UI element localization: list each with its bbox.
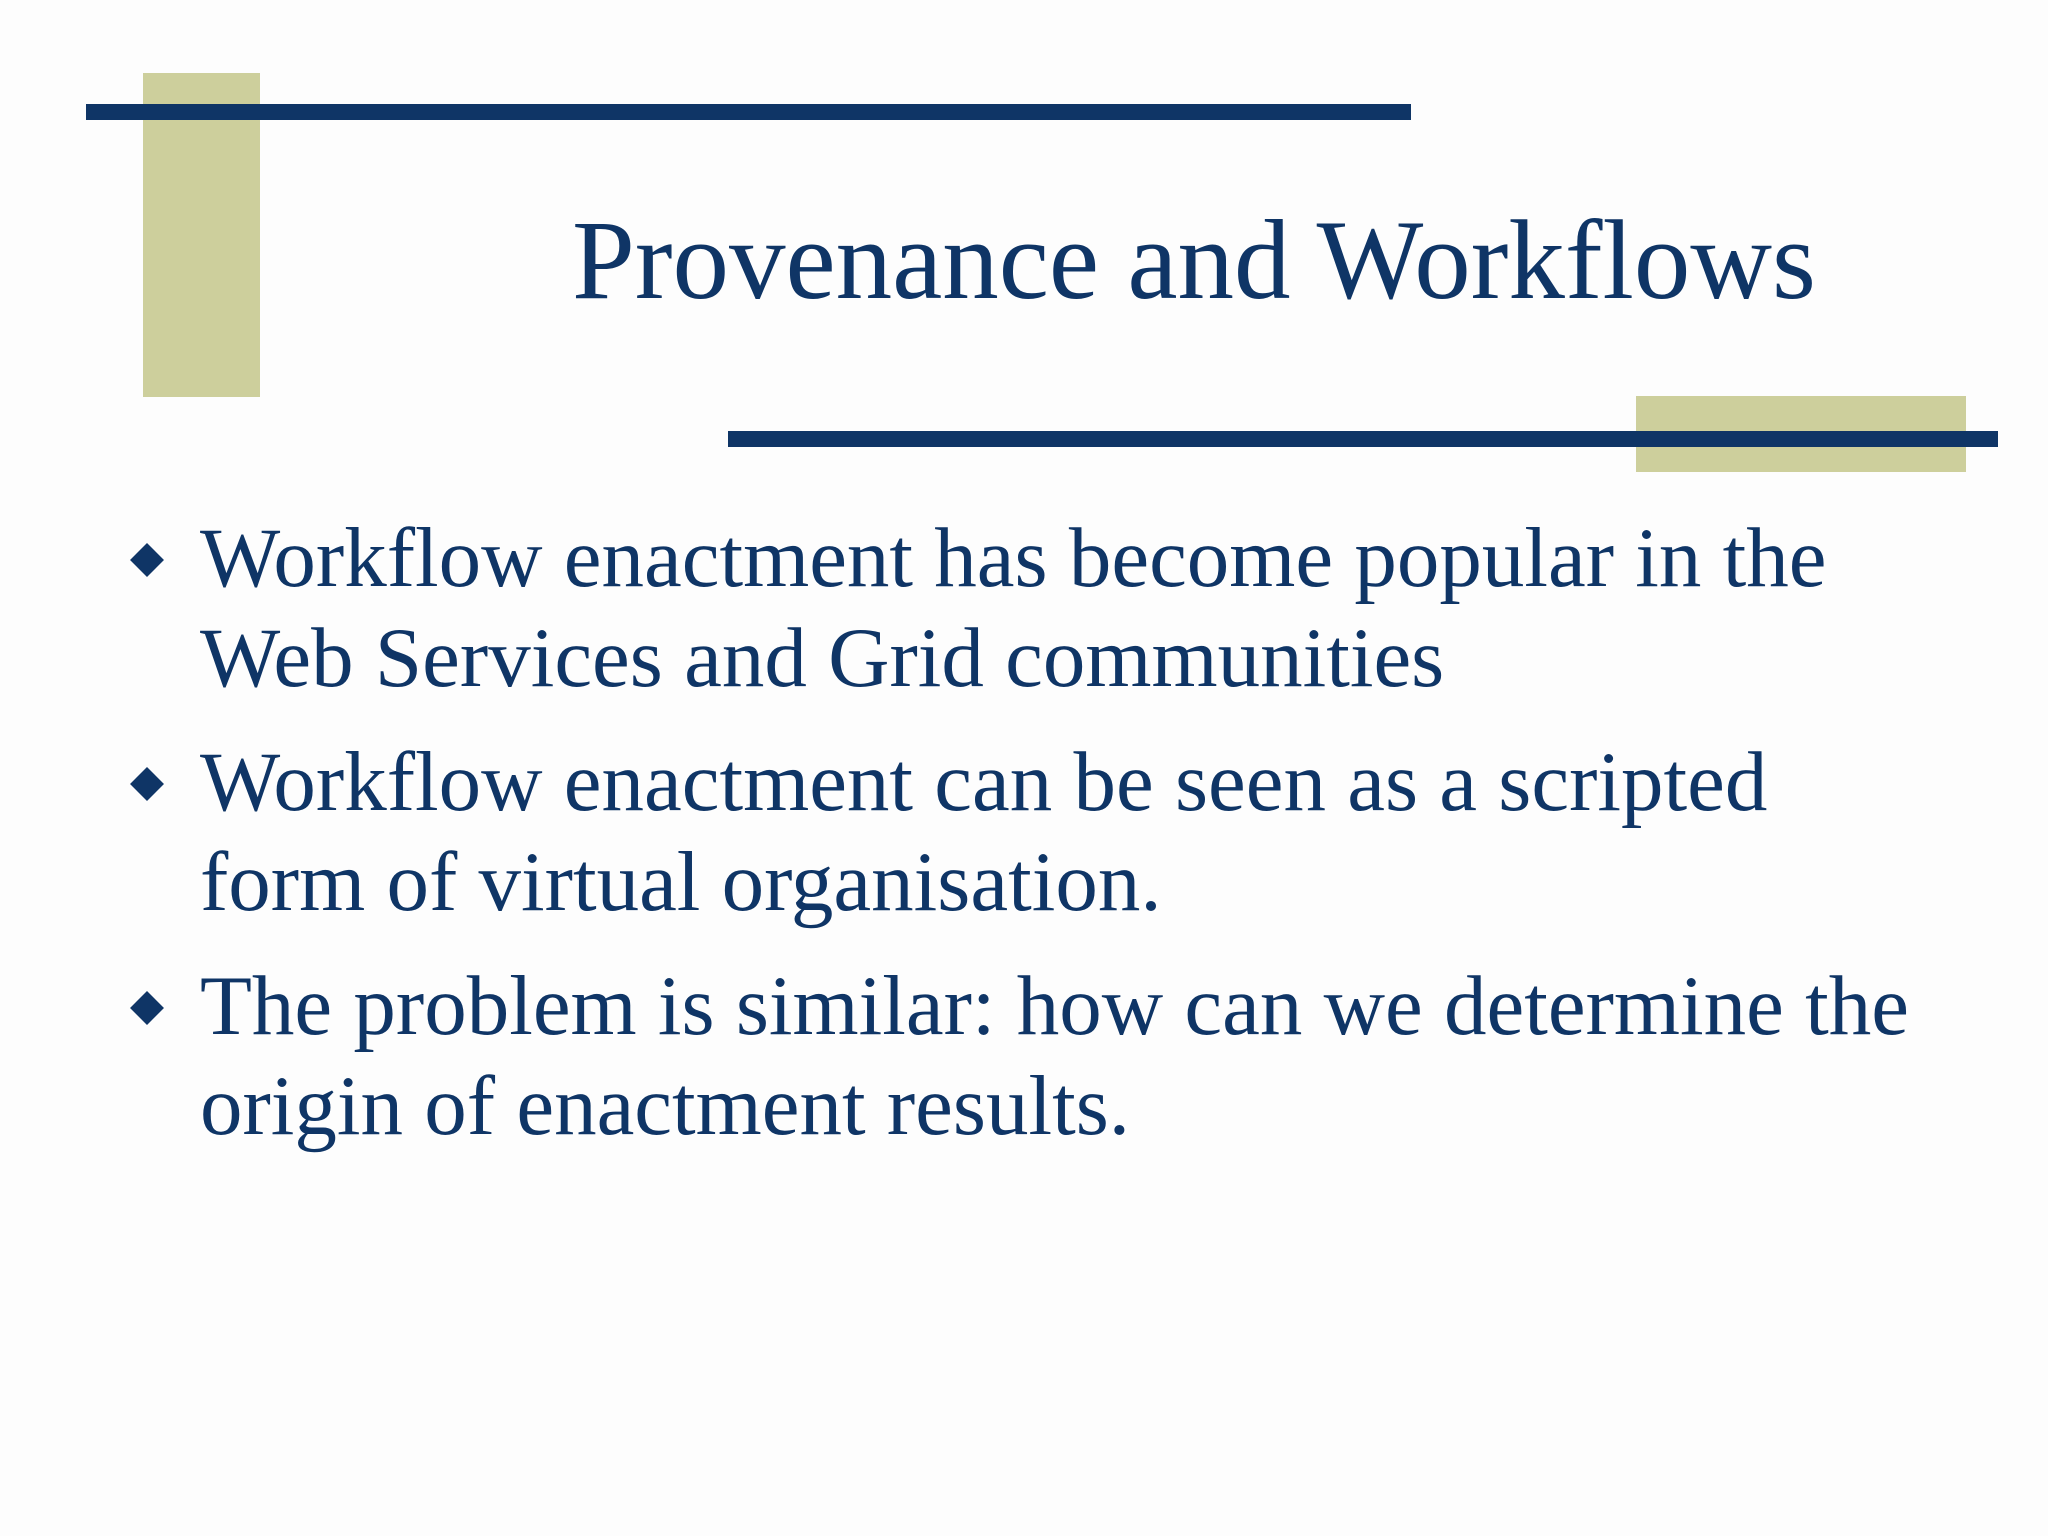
diamond-bullet-icon [130, 767, 164, 801]
bullet-text: Workflow enactment has become popular in the Web Services and Grid communities [200, 511, 1827, 705]
bullet-item [130, 732, 1930, 932]
bullet-list [130, 508, 1930, 1180]
bullet-text: The problem is similar: how can we determine the origin of enactment results. [200, 959, 1909, 1153]
bullet-text: Workflow enactment can be seen as a scripted form of virtual organisation. [200, 735, 1768, 929]
decorative-navy-bar-top [86, 104, 1411, 120]
bullet-item [130, 956, 1930, 1156]
bullet-item [130, 508, 1930, 708]
slide-title: Provenance and Workflows [571, 198, 1817, 323]
decorative-navy-bar-right [728, 431, 1998, 447]
diamond-bullet-icon [130, 543, 164, 577]
diamond-bullet-icon [130, 991, 164, 1025]
